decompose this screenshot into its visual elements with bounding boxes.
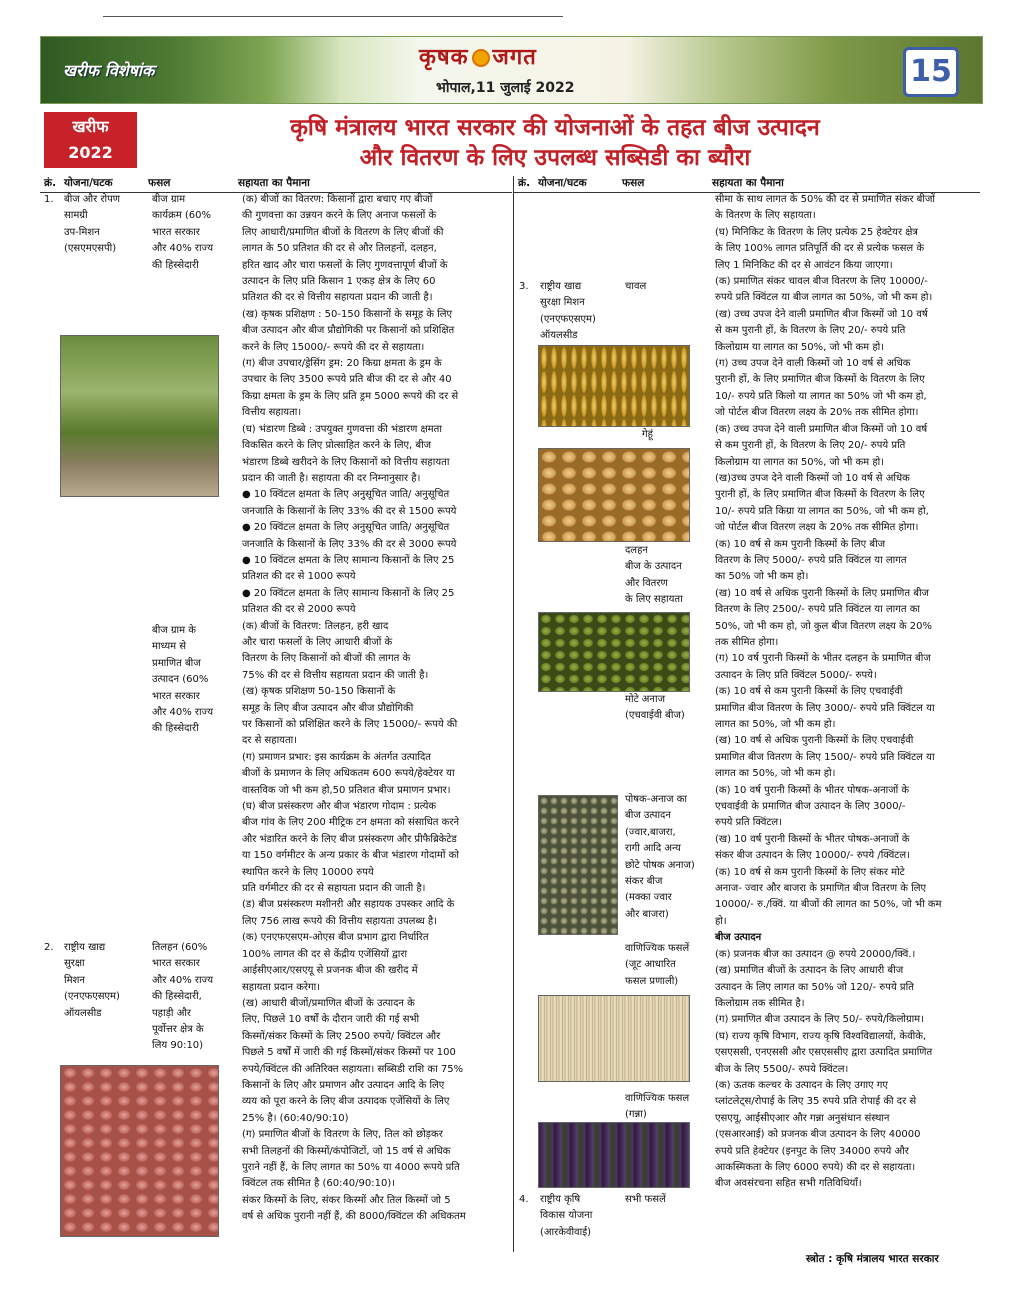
support-line: और चारा फसलों के लिए आधारी बीजों के [242, 636, 393, 648]
support-line: लागत के 50 प्रतिशत की दर से और तिलहनों, दलहन, [242, 243, 437, 255]
support-line: पुरानी हों, के लिए प्रमाणित बीज किस्मों के वितरण के लिए [715, 489, 925, 501]
support-line: और भंडारित करने के लिए बीज प्रसंस्करण और प्रीफैब्रिकेटेड [242, 833, 457, 845]
support-line: पुराने नहीं हैं, के लिए लागत का 50% या 4000 रूपये प्रति [242, 1161, 460, 1173]
col-support: सहायता का पैमाना [712, 177, 784, 189]
article-title [150, 113, 960, 173]
support-line: भंडारण डिब्बे खरीदने के लिए किसानों को वित्तीय सहायता [242, 456, 450, 468]
support-line: 50%, जो भी कम हो, जो कुल बीज वितरण लक्ष्य के 20% [715, 620, 933, 632]
support-line: वित्तीय सहायता। [242, 407, 302, 419]
support-line: दर से सहायता। [242, 735, 298, 747]
support-line: सभी तिलहनों की किस्मों/कंपोजिटों, जो 15 वर्ष से अधिक [242, 1145, 451, 1157]
crop-coarse-grains: मोटे अनाज (एचवाईवी बीज) [625, 694, 685, 722]
support-line: के वितरण के लिए सहायता। [715, 210, 816, 222]
issue-date: भोपाल,11 जुलाई 2022 [436, 80, 575, 96]
crop-seed-village: बीज ग्राम कार्यक्रम (60% भारत सरकार और 40% राज्य की हिस्सेदारी [152, 194, 214, 271]
row-1-no: 1. [44, 194, 54, 205]
support-line: (ख) प्रमाणित बीजों के उत्पादन के लिए आधारी बीज [715, 965, 904, 977]
support-line: किस्मों/संकर किस्मों के लिए 2500 रुपये/ क्विंटल और [242, 1030, 441, 1042]
tag-line-1: खरीफ [72, 117, 109, 136]
support-line: ● 20 क्विंटल क्षमता के लिए सामान्य किसानों के लिए 25 [242, 587, 455, 599]
support-line: प्रदान की जाती है। सहायता की दर निम्नानुसार है। [242, 472, 421, 484]
support-line: सहायता प्रदान करेगा। [242, 981, 321, 993]
support-line: (क) 10 वर्ष पुरानी किस्मों के भीतर पोषक-अनाजों के [715, 784, 910, 796]
logo-word-1: कृषक [419, 45, 469, 70]
support-line: 10/- रुपये प्रति किग्रा या लागत का 50%, जो भी कम हो, [715, 505, 929, 517]
left-support-text [242, 192, 466, 1226]
support-line: (ग) 10 वर्ष पुरानी किस्मों के भीतर दलहन के प्रमाणित बीज [715, 653, 931, 665]
support-line: प्रति वर्गमीटर की दर से सहायता प्रदान की जाती है। [242, 883, 426, 895]
support-line: तक सीमित होगा। [715, 636, 779, 648]
support-line: 10/- रुपये प्रति किलो या लागत का 50% जो भी कम हो, [715, 390, 927, 402]
support-line: आईसीएआर/एसएयू से प्रजनक बीज की खरीद में [242, 965, 418, 977]
support-line: रुपये प्रति हेक्टेयर (इनपुट के लिए 34000 रुपये और [715, 1145, 909, 1157]
support-line: रुपये/क्विंटल की अतिरिक्त सहायता। सब्सिडी राशि का 75% [242, 1063, 464, 1075]
col-support: सहायता का पैमाना [238, 177, 310, 189]
col-scheme: योजना/घटक [538, 177, 587, 189]
support-line: एसएयू, आईसीएआर और गन्ना अनुसंधान संस्थान [715, 1112, 890, 1124]
crop-all: सभी फसलें [625, 1194, 666, 1205]
support-line: (क) ऊतक कल्चर के उत्पादन के लिए उगाए गए [715, 1079, 888, 1091]
support-line: (घ) राज्य कृषि विभाग, राज्य कृषि विश्वविद्यालयों, केवीके, [715, 1030, 927, 1042]
support-line: किलोग्राम तक सीमित है। [715, 997, 805, 1009]
support-line: वितरण के लिए 5000/- रुपये प्रति क्विंटल या लागत [715, 554, 907, 566]
top-rule [103, 16, 563, 17]
title-line-2: और वितरण के लिए उपलब्ध सब्सिडी का ब्यौरा [359, 144, 751, 171]
crop-oilseed: तिलहन (60% भारत सरकार और 40% राज्य की हिस्सेदारी, पहाड़ी और पूर्वोत्तर क्षेत्र के लिय 90:10) [152, 942, 214, 1052]
support-line: (ग) प्रमाणित बीज उत्पादन के लिए 50/- रुपये/किलोग्राम। [715, 1014, 924, 1026]
crop-pulses: दलहन बीज के उत्पादन और वितरण के लिए सहायता [625, 545, 683, 606]
support-line: एसएससी, एनएससी और एसएससीए द्वारा उत्पादित प्रमाणित [715, 1047, 933, 1059]
support-line: बीजों के प्रमाणन के लिए अधिकतम 600 रूपये/हेक्टेयर या [242, 768, 455, 780]
support-line: ● 10 क्विंटल क्षमता के लिए अनुसूचित जाति/ अनुसूचित [242, 489, 450, 501]
support-line: जनजाति के किसानों के लिए 33% की दर से 3000 रूपये [242, 538, 457, 550]
support-line: (एसआरआई) को प्रजनक बीज उत्पादन के लिए 40000 [715, 1129, 921, 1141]
support-line: उपचार के लिए 3500 रूपये प्रति बीज की दर से और 40 [242, 374, 452, 386]
support-line: (क) 10 वर्ष से कम पुरानी किस्मों के लिए संकर मोटे [715, 866, 905, 878]
col-no: क्रं. [44, 177, 57, 189]
support-line: लिए आधारी/प्रमाणित बीजों के वितरण के लिए बीजों की [242, 226, 444, 238]
logo-word-2: जगत [492, 45, 537, 70]
crop-wheat: गेहूं [642, 429, 653, 440]
farmer-seed-drum-photo [60, 335, 219, 497]
support-line: (ख) उच्च उपज देने वाली प्रमाणित बीज किस्मों जो 10 वर्ष [715, 308, 928, 320]
row-2-scheme: राष्ट्रीय खाद्य सुरक्षा मिशन (एनएफएसएम) ऑयलसीड [64, 942, 120, 1019]
column-divider [513, 176, 514, 1252]
support-line: (ग) उच्च उपज देने वाली किस्मों जो 10 वर्ष से अधिक [715, 358, 911, 370]
rice-photo [538, 345, 690, 427]
support-line: (ग) प्रमाणन प्रभार: इस कार्यक्रम के अंतर्गत उत्पादित [242, 751, 431, 763]
crop-nutri-cereals: पोषक-अनाज का बीज उत्पादन (ज्वार,बाजरा, रागी आदि अन्य छोटे पोषक अनाज) संकर बीज (मक्का ज्वार और बाजरा) [625, 794, 695, 920]
support-line: से कम पुरानी हों, के वितरण के लिए 20/- रुपये प्रति [715, 440, 906, 452]
support-line: हरित खाद और चारा फसलों के लिए गुणवत्तापूर्ण बीजों के [242, 259, 448, 271]
support-line: अनाज- ज्वार और बाजरा के प्रमाणित बीज वितरण के लिए [715, 883, 927, 895]
table-header-left [40, 176, 512, 193]
support-line: बीज के लिए 5500/- रुपये क्विंटल। [715, 1063, 849, 1075]
support-line: प्रतिशत की दर से 2000 रूपये [242, 604, 356, 616]
title-line-1: कृषि मंत्रालय भारत सरकार की योजनाओं के तहत बीज उत्पादन [290, 114, 820, 141]
support-line: (क) बीजों के वितरण: तिलहन, हरी खाद [242, 620, 389, 632]
support-line: (क) बीजों का वितरण: किसानों द्वारा बचाए गए बीजों [242, 194, 433, 205]
crop-commercial-jute: वाणिज्यिक फसलें (जूट आधारित फसल प्रणाली) [625, 943, 690, 987]
support-line: लिए, पिछले 10 वर्षों के दौरान जारी की गई सभी [242, 1014, 420, 1026]
page-banner [40, 36, 983, 104]
support-line: करने के लिए 15000/- रूपये की दर से सहायता। [242, 341, 425, 353]
support-line: स्थापित करने के लिए 10000 रुपये [242, 866, 374, 878]
support-line: लिए 1 मिनिकिट की दर से आवंटन किया जाएगा। [715, 259, 893, 271]
support-line: प्रतिशत की दर से वित्तीय सहायता प्रदान की जाती है। [242, 292, 433, 304]
support-line: लागत का 50%, जो भी कम हो। [715, 719, 836, 730]
support-line: (क) प्रमाणित संकर चावल बीज वितरण के लिए 10000/- [715, 276, 928, 288]
support-line: उत्पादन के लिए लागत का 50% जो 120/- रुपये प्रति [715, 981, 914, 993]
support-line: ● 20 क्विंटल क्षमता के लिए अनुसूचित जाति/ अनुसूचित [242, 522, 450, 534]
row-4-no: 4. [519, 1194, 529, 1205]
col-scheme: योजना/घटक [64, 177, 113, 189]
sugarcane-photo [538, 1122, 690, 1188]
support-line: विकसित करने के लिए प्रोत्साहित करने के लिए, बीज [242, 440, 432, 452]
support-line: (ख) 10 वर्ष पुरानी किस्मों के भीतर पोषक-अनाजों के [715, 833, 910, 845]
support-line: ● 10 क्विंटल क्षमता के लिए सामान्य किसानों के लिए 25 [242, 554, 455, 566]
support-line: बीज उत्पादन [715, 932, 762, 944]
support-line: संकर बीज उत्पादन के लिए 10000/- रुपये /क्विंटल। [715, 850, 910, 862]
support-line: (घ) बीज प्रसंस्करण और बीज भंडारण गोदाम : प्रत्येक [242, 801, 437, 813]
support-line: लागत का 50%, जो भी कम हो। [715, 768, 836, 780]
groundnut-photo [60, 1065, 219, 1237]
support-line: पर किसानों को प्रशिक्षित करने के लिए 15000/- रूपये की [242, 719, 458, 730]
support-line: वितरण के लिए किसानों को बीजों की लागत के [242, 653, 411, 665]
support-line: 25% है। (60:40/90:10) [242, 1112, 349, 1124]
support-line: (ख) कृषक प्रशिक्षण : 50-150 किसानों के समूह के लिए [242, 308, 453, 320]
col-no: क्रं. [518, 177, 531, 189]
support-line: वास्तविक जो भी कम हो,50 प्रतिशत बीज प्रमाणन प्रभार। [242, 784, 451, 796]
support-line: बीज उत्पादन और बीज प्रौद्योगिकी पर किसानों को प्रशिक्षित [242, 325, 455, 337]
wheat-photo [538, 448, 690, 542]
section-label: खरीफ विशेषांक [63, 61, 155, 80]
tag-line-2: 2022 [68, 143, 113, 162]
kharif-tag [44, 112, 137, 168]
support-line: उत्पादन के लिए प्रति किसान 1 एकड़ क्षेत्र के लिए 60 [242, 276, 436, 288]
table-header-right [514, 176, 980, 193]
support-line: व्यय को पूरा करने के लिए बीज उत्पादक एजेंसियों के लिए [242, 1096, 450, 1108]
support-line: हो। [715, 915, 727, 927]
col-crop: फसल [148, 177, 171, 189]
support-line: किसानों के लिए और प्रमाणन और उत्पादन आदि के लिए [242, 1079, 445, 1091]
crop-sugarcane: वाणिज्यिक फसल (गन्ना) [625, 1093, 690, 1121]
support-line: प्रतिशत की दर से 1000 रूपये [242, 571, 356, 583]
support-line: आकस्मिकता के लिए 6000 रुपये) की दर से सहायता। [715, 1161, 916, 1173]
support-line: वर्ष से अधिक पुरानी नहीं हैं, की 8000/क्विंटल की अधिकतम [242, 1211, 466, 1223]
support-line: की गुणवत्ता का उन्नयन करने के लिए अनाज फसलों के [242, 210, 437, 222]
support-line: के लिए 100% लागत प्रतिपूर्ति की दर से प्रत्येक फसल के [715, 243, 925, 255]
support-line: रुपये प्रति क्विंटल। [715, 817, 783, 829]
support-line: 10000/- रु./क्विं. या बीजों की लागत का 50%, जो भी कम [715, 899, 942, 911]
support-line: रुपये प्रति क्विंटल या बीज लागत का 50%, जो भी कम हो। [715, 292, 933, 304]
support-line: (घ) भंडारण डिब्बे : उपयुक्त गुणवत्ता की भंडारण क्षमता [242, 423, 442, 435]
support-line: प्लांटलेट्स/रोपाई के लिए 35 रुपये प्रति रोपाई की दर से [715, 1096, 917, 1108]
support-line: (क) 10 वर्ष से कम पुरानी किस्मों के लिए बीज [715, 538, 886, 550]
support-line: 75% की दर से वित्तीय सहायता प्रदान की जाती है। [242, 669, 429, 681]
support-line: (ग) बीज उपचार/ड्रेसिंग ड्रम: 20 किग्रा क्षमता के ड्रम के [242, 358, 442, 370]
support-line: से कम पुरानी हों, के वितरण के लिए 20/- रुपये प्रति [715, 325, 906, 337]
col-crop: फसल [622, 177, 645, 189]
jute-photo [538, 995, 690, 1082]
support-line: वितरण के लिए 2500/- रुपये प्रति क्विंटल या लागत का [715, 604, 921, 616]
row-2-no: 2. [44, 942, 54, 953]
row-3-no: 3. [519, 281, 529, 292]
support-line: जो पोर्टल बीज वितरण लक्ष्य के 20% तक सीमित होगा। [715, 407, 919, 419]
support-line: संकर किस्मों के लिए, संकर किस्मों और तिल किस्मों जो 5 [242, 1194, 451, 1206]
support-line: पिछले 5 वर्षों में जारी की गई किस्मों/संकर किस्मों पर 100 [242, 1047, 456, 1059]
support-line: किलोग्राम या लागत का 50%, जो भी कम हो। [715, 456, 885, 468]
support-line: (क) एनएफएसएम-ओएस बीज प्रभाग द्वारा निर्धारित [242, 932, 429, 944]
source-credit: स्त्रोत : कृषि मंत्रालय भारत सरकार [806, 1253, 939, 1265]
support-line: प्रमाणित बीज वितरण के लिए 1500/- रुपये प्रति क्विंटल या [715, 751, 935, 763]
support-line: बीज अवसंरचना सहित सभी गतिविधियाँ। [715, 1178, 862, 1190]
support-line: (क) उच्च उपज देने वाली प्रमाणित बीज किस्मों जो 10 वर्ष [715, 423, 928, 435]
support-line: (ख) आधारी बीजों/प्रमाणित बीजों के उत्पादन के [242, 997, 415, 1009]
support-line: बीज गांव के लिए 200 मीट्रिक टन क्षमता को संसाधित करने [242, 817, 460, 829]
support-line: 100% लागत की दर से केंद्रीय एजेंसियों द्वारा [242, 948, 408, 960]
support-line: एचवाईवी के प्रमाणित बीज उत्पादन के लिए 3000/- [715, 801, 906, 813]
support-line: किलोग्राम या लागत का 50%, जो भी कम हो। [715, 341, 885, 353]
support-line: जो पोर्टल बीज वितरण लक्ष्य के 20% तक सीमित होगा। [715, 522, 919, 534]
row-4-scheme: राष्ट्रीय कृषि विकास योजना (आरकेवीवाई) [540, 1194, 593, 1238]
millet-photo [538, 795, 618, 935]
support-line: समूह के लिए बीज उत्पादन और बीज प्रौद्योगिकी [242, 702, 414, 714]
crop-rice: चावल [625, 281, 647, 292]
support-line: (ग) प्रमाणित बीजों के वितरण के लिए, तिल को छोड़कर [242, 1129, 443, 1141]
support-line: प्रमाणित बीज वितरण के लिए 3000/- रुपये प्रति क्विंटल या [715, 702, 935, 714]
row-1-scheme: बीज और रोपण सामग्री उप-मिशन (एसएमएसपी) [64, 194, 120, 255]
support-line: क्विंटल तक सीमित है (60:40/90:10)। [242, 1178, 396, 1190]
row-3-scheme: राष्ट्रीय खाद्य सुरक्षा मिशन (एनएफएसएम) ऑयलसीड [540, 281, 596, 342]
support-line: (ख) 10 वर्ष से अधिक पुरानी किस्मों के लिए एचवाईवी [715, 735, 914, 747]
support-line: (ख)उच्च उपज देने वाली किस्मों जो 10 वर्ष से अधिक [715, 472, 910, 484]
newspaper-logo [419, 41, 537, 71]
support-line: (घ) मिनिकिट के वितरण के लिए प्रत्येक 25 हेक्टेयर क्षेत्र [715, 226, 918, 238]
right-support-text [715, 192, 942, 1193]
support-line: (क) प्रजनक बीज का उत्पादन @ रुपये 20000/क्विं.। [715, 948, 916, 960]
support-line: (ड) बीज प्रसंस्करण मशीनरी और सहायक उपस्कर आदि के [242, 899, 455, 911]
support-line: जनजाति के किसानों के लिए 33% की दर से 1500 रूपये [242, 505, 457, 517]
page-number: 15 [903, 47, 959, 97]
support-line: (ख) 10 वर्ष से अधिक पुरानी किस्मों के लिए प्रमाणित बीज [715, 587, 929, 599]
support-line: उत्पादन के लिए प्रति क्विंटल 5000/- रुपये। [715, 669, 877, 681]
pulses-photo [538, 612, 690, 692]
support-line: सीमा के साथ लागत के 50% की दर से प्रमाणित संकर बीजों [715, 194, 935, 205]
support-line: लिए 756 लाख रूपये की वित्तीय सहायता उपलब्ध है। [242, 915, 438, 927]
crop-certified-seed: बीज ग्राम के माध्यम से प्रमाणित बीज उत्पादन (60% भारत सरकार और 40% राज्य की हिस्सेदारी [152, 625, 214, 735]
support-line: या 150 वर्गमीटर के अन्य प्रकार के बीज भंडारण गोदामों को [242, 850, 459, 862]
support-line: (क) 10 वर्ष से कम पुरानी किस्मों के लिए एचवाईवी [715, 686, 903, 698]
sun-icon [472, 49, 490, 67]
support-line: का 50% जो भी कम हो। [715, 571, 809, 583]
support-line: पुरानी हों, के लिए प्रमाणित बीज किस्मों के वितरण के लिए [715, 374, 925, 386]
support-line: (ख) कृषक प्रशिक्षण 50-150 किसानों के [242, 686, 396, 698]
support-line: किग्रा क्षमता के ड्रम के लिए प्रति ड्रम 5000 रूपये की दर से [242, 390, 459, 402]
